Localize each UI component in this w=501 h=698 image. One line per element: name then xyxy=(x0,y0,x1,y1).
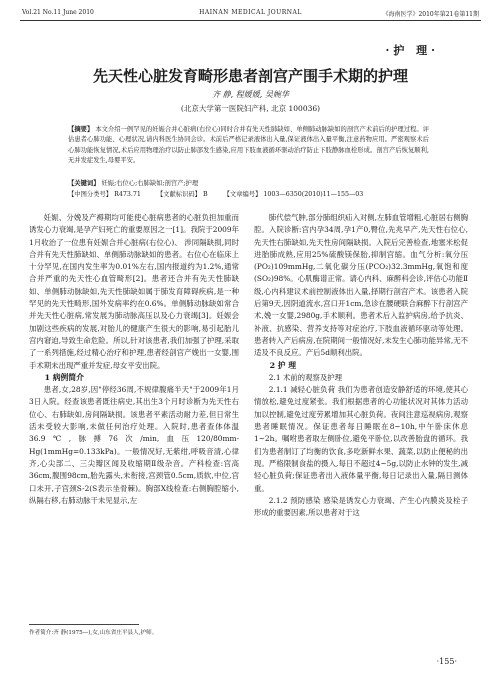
document-code: 【文献标识码】 B xyxy=(156,191,208,198)
author-footnote: 作者简介:齐 静(1975—),女,山东省庄平县人,护师。 xyxy=(29,630,158,636)
header-rule xyxy=(20,20,481,21)
abstract-text: 本文介绍一例罕见的妊娠合并心脏病(右位心)同时合并有先天性肺缺如、单侧肺动脉缺如的剖宫产术前后的护理过程。评估患者心肺功能、心理状况,请内科医生协同会诊。术前后严格记录液体出入量,保证液体出入量平衡,注意药物应用。严密观察术后心肺功能恢复情况,术后应用物理治疗以防止肺部发生感染,应用下肢血液循环驱动治疗防止下肢静脉血栓形成。剖宫产后恢复顺利,无并发症发生,母婴平安。 xyxy=(68,126,429,164)
affiliation: (北京大学第一医院妇产科, 北京 100036) xyxy=(180,104,321,113)
article-title: 先天性心脏发育畸形患者剖宫产围手术期的护理 xyxy=(92,67,408,85)
page-number: ·155· xyxy=(436,657,457,666)
header-journal: HAINAN MEDICAL JOURNAL xyxy=(199,9,302,16)
authors: 齐 静, 程媛媛, 吴婉华 xyxy=(212,90,289,99)
keywords-text: 妊娠;右位心;右肺缺如;剖宫产;护理 xyxy=(101,180,199,187)
article-id: 【文章编号】 1003—6350(2010)11—155—03 xyxy=(223,191,364,198)
section-label: ·护 理· xyxy=(385,44,439,57)
abstract xyxy=(68,125,429,166)
reduce-cardiac-load-paragraph: 2.1.1 减轻心脏负荷 我们为患者创造安静舒适的环境,使其心情放松,避免过度紧张。我们根据患者的心功能状况对其体力活动加以控制,避免过度劳累增加其心脏负荷。夜间注意巡视病房,观察患者睡眠情况。保证患者每日睡眠在8~10h,中午卧床休息1~2h。嘱咐患者取左侧卧位,避免平卧位,以改善胎盘的循环。我们为患者制订了均衡的饮食,多吃新鲜水果、蔬菜,以防止便秘的出现。严格限制食盐的摄入,每日不超过4~5g,以防止水钟的发生,减轻心脏负荷;保证患者出入液体量平衡,每日记录出入量,隔日测体重。 xyxy=(254,385,468,493)
heading-case-report: 1 病例简介 xyxy=(44,372,84,382)
footnote-rule xyxy=(29,624,139,625)
heading-preop: 2.1 术前的观察及护理 xyxy=(268,372,343,382)
case-paragraph: 患者,女,28岁,因"停经36周,不规律腹痛半天"于2009年1月3日入院。经查该患者既往病史,其出生3个月时诊断为先天性右位心、右肺缺如,房间隔缺损。该患者平素活动耐力差,但日常生活未受较大影响,未做任何治疗处理。入院时,患者查体体温36.9℃,脉搏76次/min,血压120/80mm-Hg(1mmHg=0.133kPa)。一般情况好,无紫绀,呼吸音清,心律齐,心尖部二、三尖瓣区闻及收缩期Ⅱ级杂音。产科检查:宫高36cm,腹围98cm,胎先露头,未衔接,宫颈管0.5cm,质软,中位,宫口未开,子宫颈S-2(S表示坐骨棘)。胸部X线检查:右侧胸腔缩小,纵隔右移,右肺动脉干未见显示,左 xyxy=(29,385,239,505)
case-continued-paragraph: 肺代偿气肿,部分肺组织疝入对侧,左肺血管增粗,心脏居右侧胸腔。入院诊断:宫内孕34周,孕1产0,臀位,先兆早产,先天性右位心,先天性右肺缺如,先天性房间隔缺损。入院后完善检查,地塞米松促进胎肺成熟,应用25%硫酸镁保胎,抑制宫缩。血气分析:氧分压(PO₂)109mmHg,二氧化碳分压(PCO₂)32.3mmHg,氧饱和度(SO₂)98%。心肌酶谱正常。请心内科、麻醉科会诊,评估心功能Ⅱ级,心内科建议术前控制液体出入量,择期行剖宫产术。该患者入院后第9天,因阴道流水,宫口开1cm,急诊在腰硬联合麻醉下行剖宫产术,娩一女婴,2980g,手术顺利。患者术后入监护病房,给予抗炎、补液、抗感染、营养支持等对症治疗,下肢血液循环驱动等处理。患者转入产后病房,在院期间一般情况好,未发生心肺功能异常,无不适及不良反应。产后5d顺利出院。 xyxy=(254,213,469,358)
keywords-label: 【关键词】 xyxy=(68,180,100,187)
left-column xyxy=(29,212,239,507)
right-column xyxy=(254,212,468,519)
running-header xyxy=(0,9,501,19)
classification-line xyxy=(68,189,429,198)
clc-number: 【中图分类号】 R473.71 xyxy=(68,191,141,198)
intro-paragraph: 妊娠、分娩及产褥期均可能使心脏病患者的心脏负担加重而诱发心力衰竭,是孕产妇死亡的重要原因之一[1]。我院于2009年1月收治了一位患有妊娠合并心脏病(右位心)、 涉同隔缺损,同时合并有先天性肺缺如、单侧肺动脉缺如的患者。右位心在临床上十分罕见,在国内发生率为0.01%左右,国内报道约为1.2%,通常合并严重的先天性心血管畸形[2]。患者还合并有先天性肺缺如、单侧肺动脉缺如,先天性肺缺如属于肺发育障碍疾病,是一种罕见的先天性畸形,国外发病率约在0.6%。单侧肺动脉缺如常合并先天性心脏病,常发展为肺动脉高压以及心力衰竭[3]。妊娠会加剧这些疾病的发展,对胎儿的健康产生很大的影响,易引起胎儿宫内窘迫,导致生命危险。所以,针对该患者,我们加强了护理,采取了一系列措施,经过精心治疗和护理,患者经剖宫产娩出一女婴,围手术期未出现严重并发症,母女平安出院。 xyxy=(29,213,239,370)
prevent-infection-paragraph: 2.1.2 预防感染 感染是诱发心力衰竭、产生心内膜炎及栓子形成的重要因素,所以患者对于这 xyxy=(254,495,468,518)
heading-nursing: 2 护 理 xyxy=(269,360,297,370)
abstract-label: 【摘要】 xyxy=(68,126,94,133)
keywords xyxy=(68,178,429,187)
header-volume: Vol.21 No.11 June 2010 xyxy=(22,9,94,16)
header-issue: 《海南医学》2010年第21卷第11期 xyxy=(382,11,479,18)
